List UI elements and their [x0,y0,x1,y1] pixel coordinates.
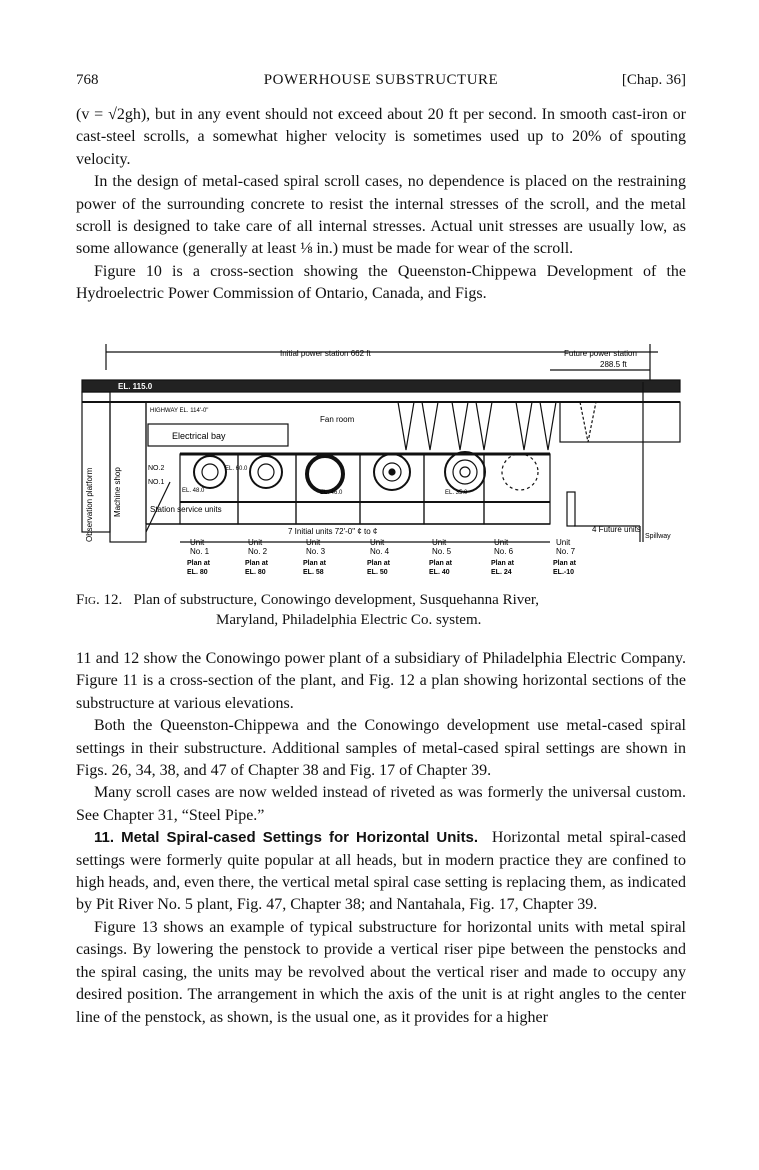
el-35-label: EL. 35.0 [445,490,468,496]
svg-text:Plan at: Plan at [429,560,452,567]
svg-text:EL. 80: EL. 80 [245,569,266,576]
paragraph: Figure 13 shows an example of typical substructure for horizontal units with metal spiral casings. By lowering the penstock to provide a vertical riser pipe between the penstocks and the spiral casing, the units may be revolved about the vertical riser and made to occupy any desired position. The arrangement in which the axis of the unit is at right angles to the center line of the penstock, as shown, is the usual one, as it provides for a higher [76,918,686,1026]
unit-label [367,538,391,576]
el-46-label: EL. 46.0 [320,490,343,496]
caption-line-2: Maryland, Philadelphia Electric Co. system. [216,612,482,628]
svg-text:No. 6: No. 6 [494,547,514,556]
el-60-label: EL. 60.0 [225,466,248,472]
svg-text:Unit: Unit [248,538,263,547]
svg-text:EL. 80: EL. 80 [187,569,208,576]
paragraph: Figure 10 is a cross-section showing the Queenston-Chippewa Development of the Hydroelectric Power Commission of Ontario, Canada, and Figs. [76,262,686,303]
svg-text:Unit: Unit [370,538,385,547]
section-heading: 11. Metal Spiral-cased Settings for Horizontal Units. [94,829,479,847]
unit-label [303,538,327,576]
svg-text:EL. 50: EL. 50 [367,569,388,576]
unit-labels [187,538,577,576]
svg-text:No. 2: No. 2 [248,547,268,556]
top-text [76,104,686,306]
paragraph [76,827,686,917]
caption-line-1: Plan of substructure, Conowingo development, Susquehanna River, [133,592,540,608]
spillway-label: Spillway [645,533,671,540]
svg-text:Plan at: Plan at [491,560,514,567]
figure-caption [76,590,686,630]
svg-text:Plan at: Plan at [367,560,390,567]
paragraph: Many scroll cases are now welded instead of riveted as was formerly the universal custom. See Chapter 31, “Steel Pipe.” [76,784,686,824]
paragraph: (v = √2gh), but in any event should not exceed about 20 ft per second. In smooth cast-iron or cast-steel scrolls, a somewhat higher velocity is sometimes used up to 20% of spouting velocity. [76,106,686,168]
svg-text:Unit: Unit [306,538,321,547]
el-115-label: EL. 115.0 [118,382,153,391]
section-text: Horizontal metal spiral-cased settings were formerly quite popular at all heads, but in modern practice they are confined to high heads, and, even there, the vertical metal spiral case setting is replacing them, as indicated by Pit River No. 5 plant, Fig. 47, Chapter 38; and Nantahala, Fig. 17, Chapter 39. [76,829,687,914]
svg-text:Plan at: Plan at [553,560,576,567]
future-units-label: 4 Future units [592,525,641,534]
electrical-bay-label: Electrical bay [172,431,226,441]
initial-units-label: 7 Initial units 72'-0" ¢ to ¢ [288,527,378,536]
svg-text:Plan at: Plan at [187,560,210,567]
machine-shop-label: Machine shop [113,467,122,517]
paragraph: In the design of metal-cased spiral scroll cases, no dependence is placed on the restraining power of the surrounding concrete to resist the internal stresses of the scroll, and the metal scroll is designed to take care of all internal stresses. Actual unit stresses are usually low, as some allowance (generally at least ⅛ in.) must be made for wear of the scroll. [76,173,686,258]
observation-platform-label: Observation platform [85,467,94,542]
unit-label [245,538,269,576]
el-48-label: EL. 48.0 [182,488,205,494]
svg-text:Unit: Unit [494,538,509,547]
svg-text:No. 5: No. 5 [432,547,452,556]
unit-label [491,538,515,576]
svg-text:EL. 24: EL. 24 [491,569,512,576]
svg-text:EL.-10: EL.-10 [553,569,575,576]
no1-label: NO.1 [148,479,165,486]
bottom-text [76,648,686,1029]
highway-label: HIGHWAY EL. 114'-0" [150,408,209,414]
future-station-label: Future power station [564,349,637,358]
unit-label [429,538,453,576]
svg-text:Unit: Unit [190,538,205,547]
unit-label [187,538,211,576]
no2-label: NO.2 [148,465,165,472]
svg-text:Plan at: Plan at [303,560,326,567]
svg-text:Plan at: Plan at [245,560,268,567]
svg-text:No. 3: No. 3 [306,547,326,556]
page-header [76,72,686,92]
svg-text:No. 7: No. 7 [556,547,576,556]
figure-12 [80,342,685,586]
page-number: 768 [76,72,99,88]
fan-room-label: Fan room [320,415,355,424]
caption-label: Fig. 12. [76,592,123,608]
station-service-units-label: Station service units [150,505,222,514]
svg-text:No. 1: No. 1 [190,547,210,556]
svg-text:Unit: Unit [556,538,571,547]
svg-text:EL. 40: EL. 40 [429,569,450,576]
chapter-label: [Chap. 36] [621,72,686,88]
paragraph: Both the Queenston-Chippewa and the Conowingo development use metal-cased spiral settings in their substructure. Additional samples of metal-cased spiral settings are shown in Figs. 26, 34, 38, and 47 of Chapter 38 and Fig. 17 of Chapter 39. [76,717,686,780]
plan-drawing [80,342,685,586]
svg-text:Unit: Unit [432,538,447,547]
svg-text:EL. 58: EL. 58 [303,569,324,576]
future-width-label: 288.5 ft [600,360,627,369]
paragraph: 11 and 12 show the Conowingo power plant of a subsidiary of Philadelphia Electric Company. Figure 11 is a cross-section of the plant, and Fig. 12 a plan showing horizontal sections of the substructure at various elevations. [76,650,686,712]
unit-label [553,538,577,576]
initial-station-label: Initial power station 662 ft [280,349,371,358]
svg-text:No. 4: No. 4 [370,547,390,556]
top-wall [82,380,680,392]
running-title: POWERHOUSE SUBSTRUCTURE [263,72,499,88]
